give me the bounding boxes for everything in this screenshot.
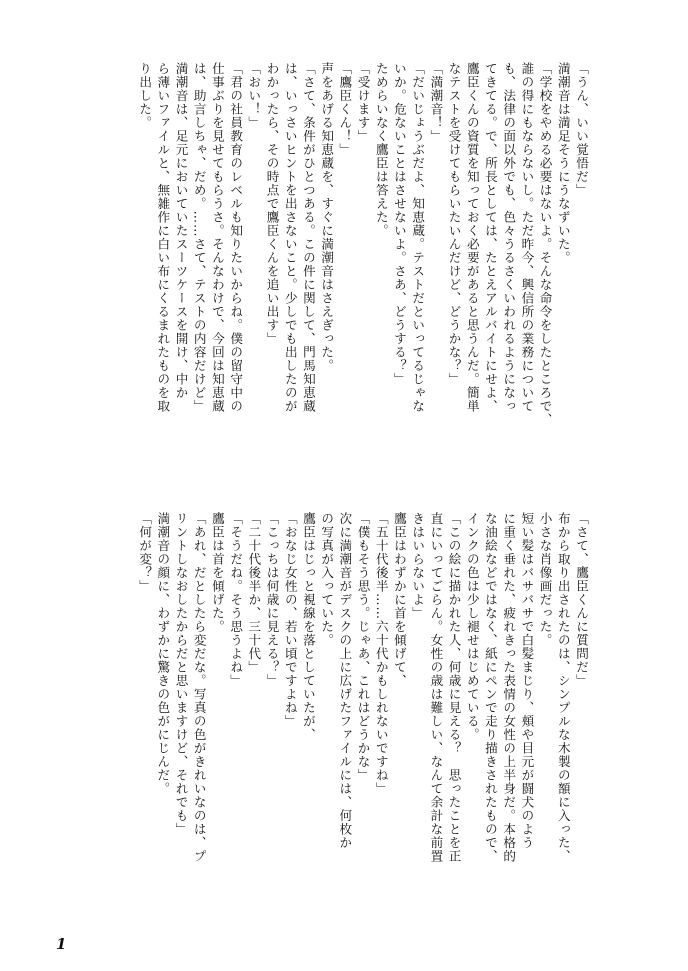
text-line: てきてる。で、所長としては、たとえアルバイトにせよ、 [482,62,498,413]
text-line: インクの色は少し褪せはじめている。 [464,512,480,742]
text-line: の写真が入っていた。 [319,512,335,647]
text-line: に重く垂れた、疲れきった表情の女性の上半身だ。本格的 [501,512,517,863]
text-line: 満潮音は満足そうにうなずいた。 [555,62,571,265]
text-line: 「おなじ女性の、若い頃ですよね」 [282,512,298,728]
text-line: 小さな肖像画だった。 [537,512,553,647]
text-line: 「そうだね。そう思うよね」 [228,512,244,688]
text-line: 満潮音の顔に、わずかに驚きの色がにじんだ。 [155,512,171,796]
upper-text-block [135,62,590,462]
text-line: 直にいってごらん。女性の歳は難しい、なんて余計な前置 [428,512,444,863]
page-number: 1 [56,935,67,953]
text-line: 鷹臣くんの資質を知っておく必要があると思うんだ。簡単 [464,62,480,413]
text-line: 「二十代後半か、三十代」 [246,512,262,674]
text-line: は、いっさいヒントを出さないこと。少しでも出したのが [282,62,298,413]
text-line: 満潮音は、足元においていたスーツケースを開け、中か [173,62,189,400]
text-line: 「さて、条件がひとつある。この件に関して、門馬知恵蔵 [300,62,316,413]
text-line: は、助言しちゃ、だめ。……さて、テストの内容だけど」 [191,62,207,413]
text-line: な油絵などではなく、紙にペンで走り描きされたもので、 [482,512,498,863]
text-line: 鷹臣は首を傾げた。 [209,512,225,634]
text-line: 「学校をやめる必要はないよ。そんな命令をしたところで、 [537,62,553,427]
text-line: 「鷹臣くん！」 [337,62,353,157]
text-line: 「五十代後半……六十代かもしれないですね」 [373,512,389,796]
text-line: 「僕もそう思う。じゃあ、これはどうかな」 [355,512,371,782]
text-line: も、法律の面以外でも、色々うるさくいわれるようになっ [501,62,517,413]
text-line: 「君の社員教育のレベルも知りたいからね。僕の留守中の [228,62,244,413]
text-line: 「うん、いい覚悟だ」 [574,62,589,197]
text-line: 「だいじょうぶだよ、知恵蔵。テストだといってるじゃな [410,62,426,413]
text-line: 布から取り出されたのは、シンプルな木製の額に入った、 [555,512,571,863]
text-line: 「何が変？」 [137,512,153,593]
text-line: 「おい！」 [246,62,262,130]
text-line: 仕事ぶりを見せてもらうさ。そんなわけで、今回は知恵蔵 [209,62,225,413]
text-line: わかったら、その時点で鷹臣くんを追い出す」 [264,62,280,346]
text-line: リントしなおしたからだと思いますけど、それでも」 [173,512,189,836]
text-line: 「受けます」 [355,62,371,143]
text-line: 次に満潮音がデスクの上に広げたファイルには、何枚か [337,512,353,850]
text-line: ためらいなく鷹臣は答えた。 [373,62,389,238]
text-line: 「満潮音！」 [428,62,444,143]
text-line: 短い髪はバサバサで白髪まじり、頬や目元が闘犬のよう [519,512,535,850]
text-line: なテストを受けてもらいたいんだけど、どうかな？」 [446,62,462,386]
text-line: 「こっちは何歳に見える？」 [264,512,280,688]
text-line: 「あれ、だとしたら変だな。写真の色がきれいなのは、プ [191,512,207,863]
text-line: 誰の得にもならないし。ただ昨今、興信所の業務について [519,62,535,413]
text-line: 「さて、鷹臣くんに質問だ」 [574,512,589,688]
text-line: り出した。 [137,62,153,130]
text-line: 声をあげる知恵蔵を、すぐに満潮音はさえぎった。 [319,62,335,373]
text-line: いか。危ないことはさせないよ。さあ、どうする？」 [391,62,407,386]
text-line: 鷹臣はじっと視線を落としていたが、 [300,512,316,742]
text-line: 「この絵に描かれた人、何歳に見える？ 思ったことを正 [446,512,462,863]
text-line: きはいらないよ」 [410,512,426,620]
lower-text-block [135,512,590,912]
text-line: ら薄いファイルと、無雑作に白い布にくるまれたものを取 [155,62,171,413]
text-line: 鷹臣はわずかに首を傾げて、 [391,512,407,688]
